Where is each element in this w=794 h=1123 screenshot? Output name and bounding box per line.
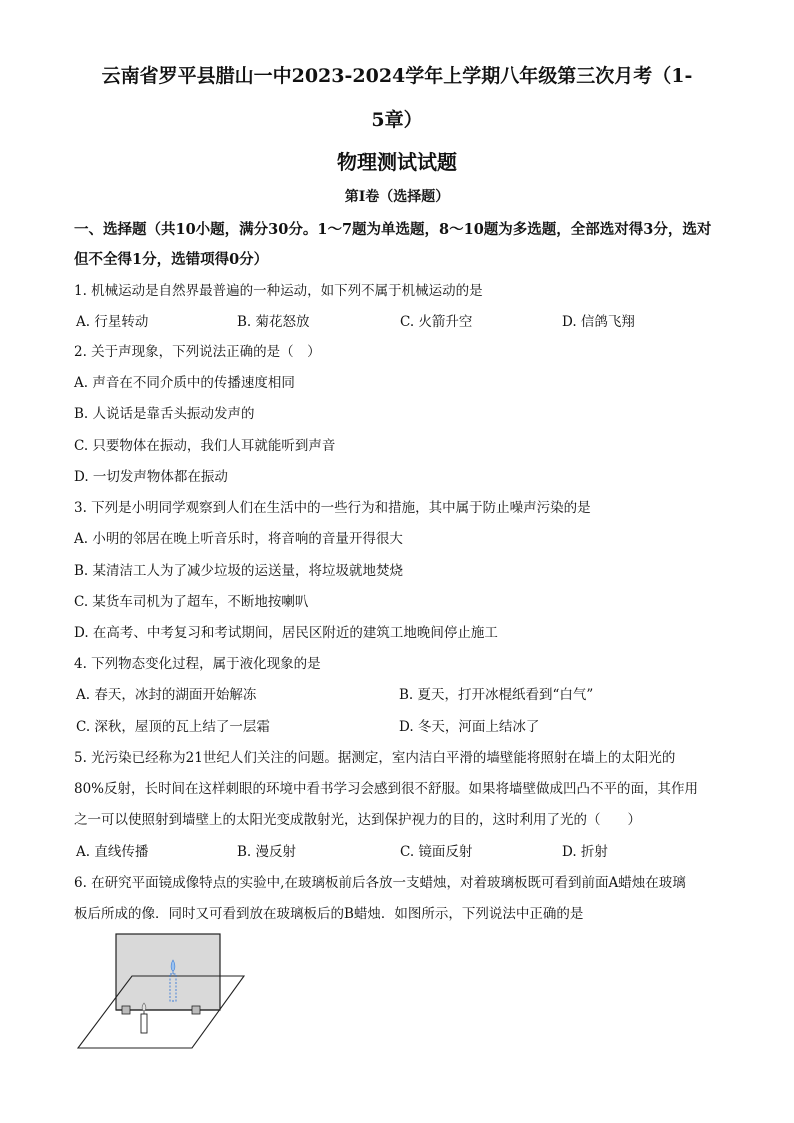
question-3-option-c: C. 某货车司机为了超车，不断地按喇叭	[74, 594, 309, 610]
question-5-option-a: A. 直线传播	[76, 844, 149, 860]
candle-a	[141, 1014, 147, 1033]
question-2-option-b: B. 人说话是靠舌头振动发声的	[74, 406, 255, 422]
question-5-stem-line1: 5. 光污染已经称为21世纪人们关注的问题。据测定，室内洁白平滑的墙壁能将照射在墙上的太阳光的	[74, 750, 676, 766]
question-3-option-d: D. 在高考、中考复习和考试期间，居民区附近的建筑工地晚间停止施工	[74, 625, 498, 641]
question-4-option-b: B. 夏天，打开冰棍纸看到“白气”	[399, 687, 594, 703]
question-2-option-c: C. 只要物体在振动，我们人耳就能听到声音	[74, 438, 336, 454]
question-1-stem: 1. 机械运动是自然界最普遍的一种运动，如下列不属于机械运动的是	[74, 283, 483, 299]
question-4-option-c: C. 深秋，屋顶的瓦上结了一层霜	[76, 719, 270, 735]
question-2-option-a: A. 声音在不同介质中的传播速度相同	[74, 375, 295, 391]
exam-title-line2: 5章）	[371, 109, 423, 131]
right-support	[192, 1006, 200, 1014]
question-4-option-a: A. 春天，冰封的湖面开始解冻	[76, 687, 257, 703]
question-1-option-a: A. 行星转动	[76, 314, 149, 330]
question-6-stem-line2: 板后所成的像．同时又可看到放在玻璃板后的B蜡烛．如图所示，下列说法中正确的是	[74, 906, 584, 922]
question-3-option-b: B. 某清洁工人为了减少垃圾的运送量，将垃圾就地焚烧	[74, 563, 404, 579]
question-3-option-a: A. 小明的邻居在晚上听音乐时，将音响的音量开得很大	[74, 531, 403, 547]
question-4-option-d: D. 冬天，河面上结冰了	[399, 719, 540, 735]
volume-label: 第Ⅰ卷（选择题）	[344, 189, 450, 205]
glass-plate	[116, 934, 220, 1010]
exam-subtitle: 物理测试试题	[337, 150, 457, 174]
question-5-option-d: D. 折射	[562, 844, 608, 860]
question-3-stem: 3. 下列是小明同学观察到人们在生活中的一些行为和措施，其中属于防止噪声污染的是	[74, 500, 591, 516]
section-heading: 一、选择题（共10小题，满分30分。1～7题为单选题，8～10题为多选题，全部选对得3分，选对但不全得1分，选错项得0分）	[74, 221, 712, 268]
question-1-option-c: C. 火箭升空	[400, 314, 473, 330]
question-5-option-b: B. 漫反射	[237, 844, 297, 860]
question-4-stem: 4. 下列物态变化过程，属于液化现象的是	[74, 656, 321, 672]
question-2-stem: 2. 关于声现象，下列说法正确的是（ ）	[74, 344, 321, 360]
plane-mirror-experiment-figure	[72, 930, 252, 1055]
left-support	[122, 1006, 130, 1014]
question-5-option-c: C. 镜面反射	[400, 844, 473, 860]
question-6-stem-line1: 6. 在研究平面镜成像特点的实验中,在玻璃板前后各放一支蜡烛，对着玻璃板既可看到前面A蜡烛在玻璃	[74, 875, 686, 891]
exam-title-line1: 云南省罗平县腊山一中2023-2024学年上学期八年级第三次月考（1-	[101, 65, 693, 87]
question-1-option-b: B. 菊花怒放	[237, 314, 310, 330]
question-1-option-d: D. 信鸽飞翔	[562, 314, 635, 330]
question-5-stem-line3: 之一可以使照射到墙壁上的太阳光变成散射光，达到保护视力的目的，这时利用了光的（ ）	[74, 812, 641, 828]
question-5-stem-line2: 80%反射，长时间在这样刺眼的环境中看书学习会感到很不舒服。如果将墙壁做成凹凸不平的面，其作用	[74, 781, 699, 797]
question-2-option-d: D. 一切发声物体都在振动	[74, 469, 228, 485]
